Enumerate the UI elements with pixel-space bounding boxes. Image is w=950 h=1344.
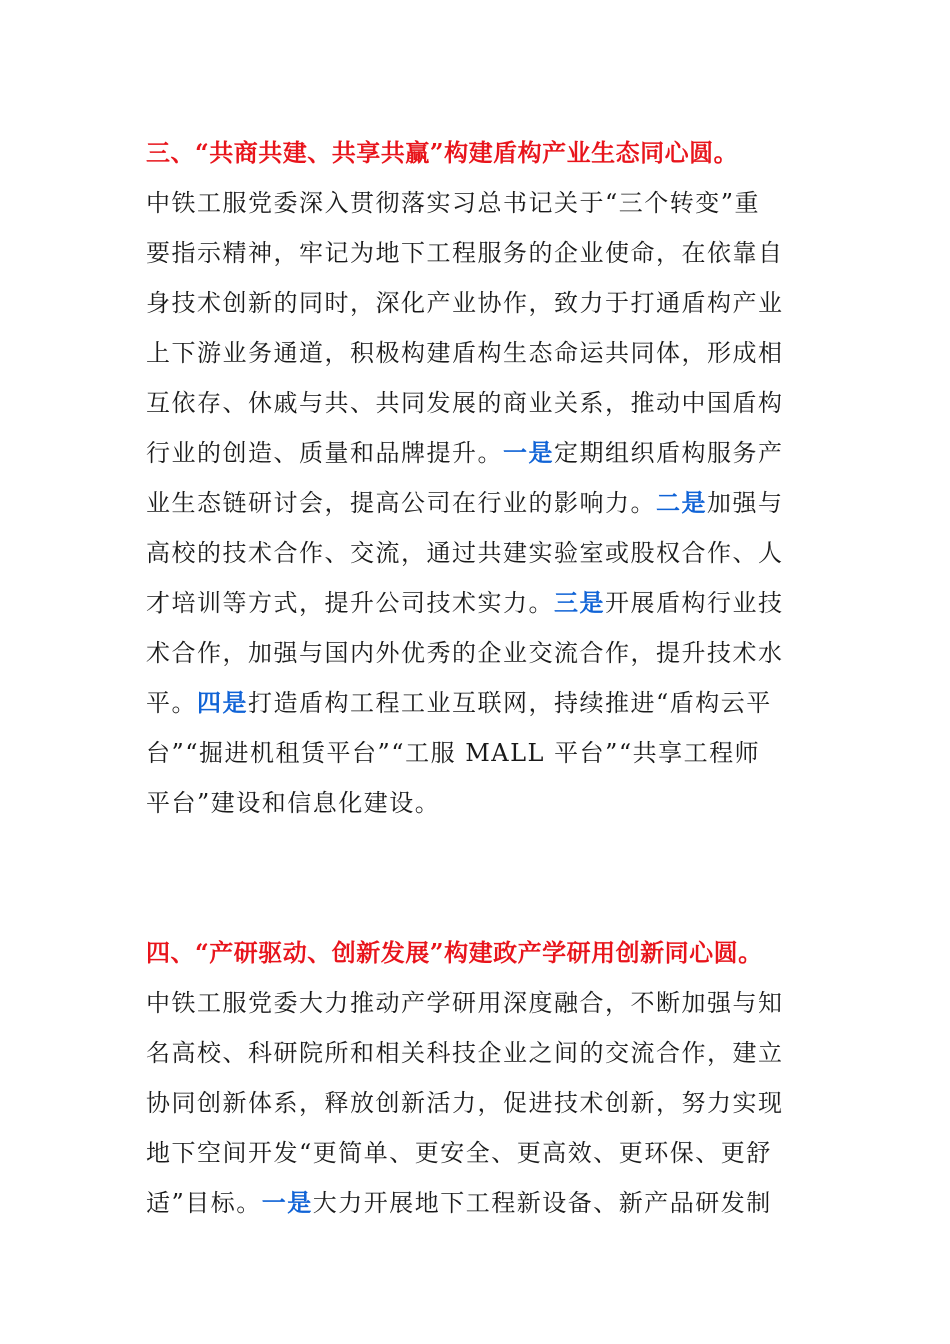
text-line [146, 1178, 806, 1228]
text-line [146, 428, 806, 478]
text-run: 大力开展地下工程新设备、新产品研发制 [312, 1189, 772, 1217]
section-3 [146, 128, 806, 828]
text-run: 行业的创造、质量和品牌提升。 [146, 439, 503, 467]
text-line [146, 978, 806, 1028]
text-line [146, 528, 806, 578]
text-line [146, 778, 806, 828]
ordinal-marker: 四是 [197, 688, 248, 717]
text-run: 术合作，加强与国内外优秀的企业交流合作，提升技术水 [146, 639, 784, 667]
section-3-heading: 三、“共商共建、共享共赢”构建盾构产业生态同心圆。 [146, 138, 739, 167]
text-run: 台”“掘进机租赁平台”“工服 MALL 平台”“共享工程师 [146, 739, 761, 767]
text-line [146, 1078, 806, 1128]
ordinal-marker: 二是 [656, 488, 707, 517]
text-run: 加强与 [707, 489, 784, 517]
text-run: 定期组织盾构服务产 [554, 439, 784, 467]
text-line [146, 1128, 806, 1178]
text-run: 中铁工服党委深入贯彻落实习总书记关于“三个转变”重 [146, 189, 761, 217]
text-run: 名高校、科研院所和相关科技企业之间的交流合作，建立 [146, 1039, 784, 1067]
text-run: 打造盾构工程工业互联网，持续推进“盾构云平 [248, 689, 772, 717]
text-run: 业生态链研讨会，提高公司在行业的影响力。 [146, 489, 656, 517]
text-run: 协同创新体系，释放创新活力，促进技术创新，努力实现 [146, 1089, 784, 1117]
text-line [146, 628, 806, 678]
text-run: 互依存、休戚与共、共同发展的商业关系，推动中国盾构 [146, 389, 784, 417]
ordinal-marker: 一是 [503, 438, 554, 467]
text-run: 身技术创新的同时，深化产业协作，致力于打通盾构产业 [146, 289, 784, 317]
text-line [146, 328, 806, 378]
section-4-body [146, 978, 806, 1228]
text-run: 平。 [146, 689, 197, 717]
text-run: 才培训等方式，提升公司技术实力。 [146, 589, 554, 617]
text-line [146, 478, 806, 528]
text-line [146, 228, 806, 278]
text-line [146, 1028, 806, 1078]
text-run: 适”目标。 [146, 1189, 262, 1217]
text-run: 高校的技术合作、交流，通过共建实验室或股权合作、人 [146, 539, 784, 567]
text-run: 开展盾构行业技 [605, 589, 784, 617]
text-line [146, 378, 806, 428]
section-4 [146, 928, 806, 1228]
text-run: 上下游业务通道，积极构建盾构生态命运共同体，形成相 [146, 339, 784, 367]
text-line [146, 178, 806, 228]
ordinal-marker: 三是 [554, 588, 605, 617]
section-3-body [146, 178, 806, 828]
text-run: 平台”建设和信息化建设。 [146, 789, 441, 817]
text-run: 要指示精神，牢记为地下工程服务的企业使命，在依靠自 [146, 239, 784, 267]
text-line [146, 278, 806, 328]
section-4-heading: 四、“产研驱动、创新发展”构建政产学研用创新同心圆。 [146, 938, 763, 967]
text-line [146, 728, 806, 778]
text-line [146, 578, 806, 628]
text-line [146, 678, 806, 728]
ordinal-marker: 一是 [261, 1188, 313, 1217]
text-run: 中铁工服党委大力推动产学研用深度融合，不断加强与知 [146, 989, 784, 1017]
text-run: 地下空间开发“更简单、更安全、更高效、更环保、更舒 [146, 1139, 772, 1167]
